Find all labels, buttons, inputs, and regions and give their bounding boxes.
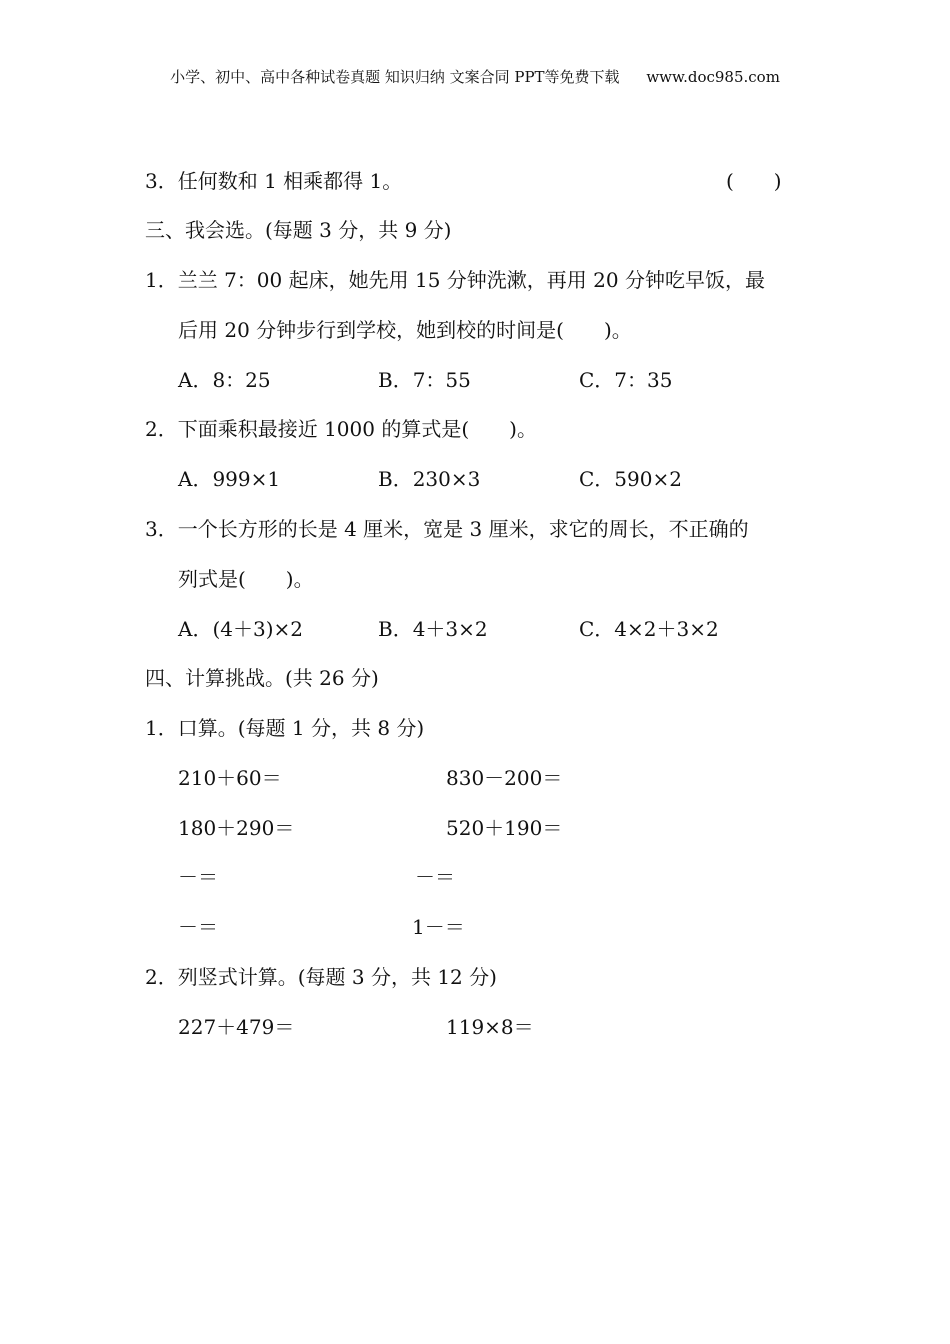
s2-q3-answer-bracket: ( ) bbox=[726, 169, 782, 193]
s4-q1-expr: 210＋60＝ bbox=[178, 766, 282, 790]
s3-q3-line2: 列式是( )。 bbox=[178, 567, 314, 591]
s3-q1-option-b: B．7：55 bbox=[378, 368, 471, 392]
s4-q1-expr: 520＋190＝ bbox=[446, 816, 563, 840]
section4-title: 四、计算挑战。(共 26 分) bbox=[145, 666, 379, 690]
s3-q2-option-a: A．999×1 bbox=[178, 467, 281, 491]
s3-q3-option-b: B．4＋3×2 bbox=[378, 617, 488, 641]
s3-q1-line1: 1．兰兰 7：00 起床，她先用 15 分钟洗漱，再用 20 分钟吃早饭，最 bbox=[145, 268, 765, 292]
s4-q2-expr: 227＋479＝ bbox=[178, 1015, 295, 1039]
s3-q1-option-c: C．7：35 bbox=[579, 368, 673, 392]
s3-q2-line1: 2．下面乘积最接近 1000 的算式是( )。 bbox=[145, 417, 537, 441]
s3-q2-option-b: B．230×3 bbox=[378, 467, 481, 491]
s4-q1-expr: －＝ bbox=[178, 915, 218, 939]
s3-q2-option-c: C．590×2 bbox=[579, 467, 682, 491]
section3-title: 三、我会选。(每题 3 分，共 9 分) bbox=[145, 218, 452, 242]
s2-q3-text: 3．任何数和 1 相乘都得 1。 bbox=[145, 169, 403, 193]
s4-q1-expr: －＝ bbox=[178, 865, 218, 889]
s3-q3-line1: 3．一个长方形的长是 4 厘米，宽是 3 厘米，求它的周长，不正确的 bbox=[145, 517, 749, 541]
s4-q1-expr: 180＋290＝ bbox=[178, 816, 295, 840]
header-text: 小学、初中、高中各种试卷真题 知识归纳 文案合同 PPT等免费下载 bbox=[170, 68, 620, 86]
s4-q2-title: 2．列竖式计算。(每题 3 分，共 12 分) bbox=[145, 965, 497, 989]
s3-q1-line2: 后用 20 分钟步行到学校，她到校的时间是( )。 bbox=[178, 318, 632, 342]
s4-q1-expr: 1－＝ bbox=[412, 915, 465, 939]
header-site: www.doc985.com bbox=[646, 68, 780, 86]
s3-q3-option-a: A．(4＋3)×2 bbox=[178, 617, 303, 641]
s4-q1-expr: 830－200＝ bbox=[446, 766, 563, 790]
s3-q3-option-c: C．4×2＋3×2 bbox=[579, 617, 719, 641]
page-header bbox=[0, 66, 950, 87]
s4-q1-expr: －＝ bbox=[415, 865, 455, 889]
s3-q1-option-a: A．8：25 bbox=[178, 368, 271, 392]
s4-q1-title: 1．口算。(每题 1 分，共 8 分) bbox=[145, 716, 425, 740]
s4-q2-expr: 119×8＝ bbox=[446, 1015, 534, 1039]
